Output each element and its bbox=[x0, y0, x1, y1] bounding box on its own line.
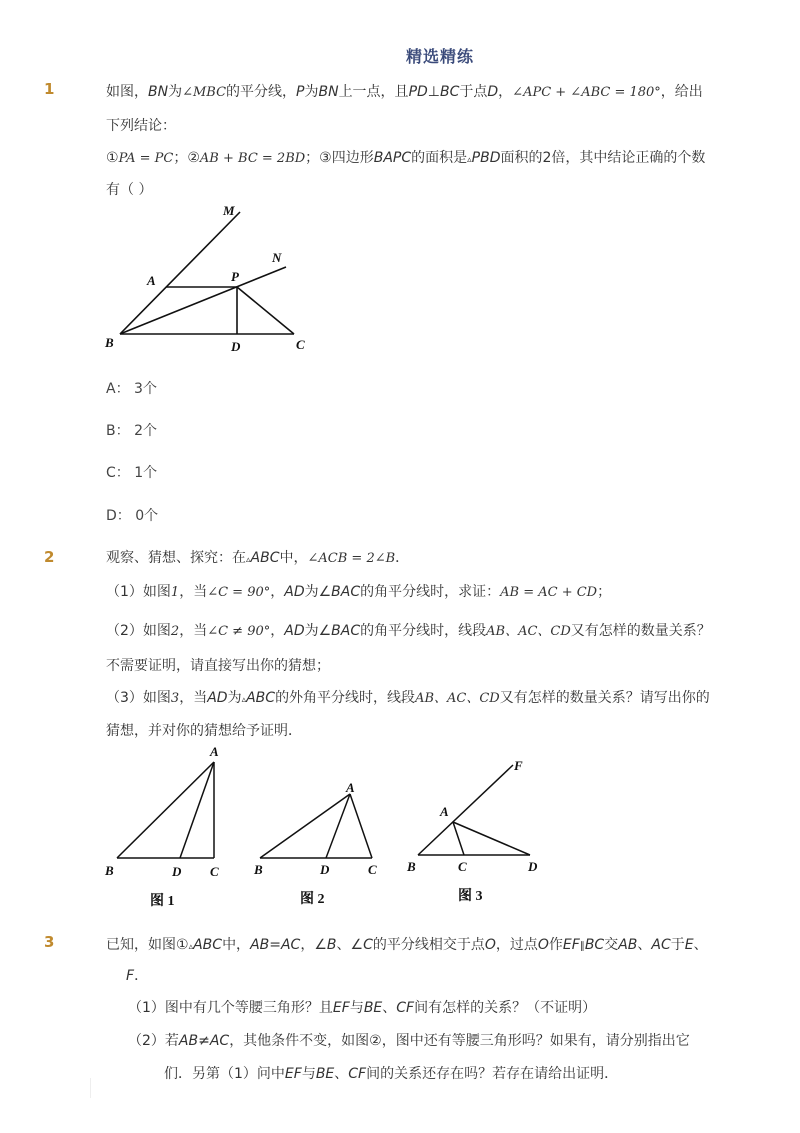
fig3-label-b: B bbox=[407, 859, 416, 874]
fig3-label-d: D bbox=[528, 859, 538, 874]
option-a[interactable]: A： 3个 bbox=[106, 381, 157, 397]
option-b[interactable]: B： 2个 bbox=[106, 423, 157, 439]
fig3-label-c: C bbox=[458, 859, 467, 874]
q3-line-5: 们．另第（1）问中EF与BE、CF间的关系还存在吗？若存在请给出证明． bbox=[164, 1066, 619, 1082]
fig1-caption: 图 1 bbox=[150, 894, 175, 909]
option-c[interactable]: C： 1个 bbox=[106, 465, 158, 481]
label-m: M bbox=[223, 203, 235, 218]
q1-line-3: ①PA = PC；②AB + BC = 2BD；③四边形BAPC的面积是▵PBD面积的2倍，其中结论正确的个数 bbox=[106, 150, 706, 166]
label-a: A bbox=[147, 273, 156, 288]
q2-line-6: 猜想，并对你的猜想给予证明． bbox=[106, 723, 302, 739]
page-title: 精选精练 bbox=[405, 47, 474, 66]
label-p: P bbox=[231, 269, 239, 284]
fig3-label-a: A bbox=[440, 804, 449, 819]
segment-pc bbox=[237, 287, 294, 334]
question-number-2: 2 bbox=[44, 548, 55, 566]
option-d[interactable]: D： 0个 bbox=[106, 508, 159, 524]
fig1-label-b: B bbox=[105, 863, 114, 878]
q2-figures bbox=[100, 740, 560, 915]
q2-line-2: （1）如图1，当∠C = 90°，AD为∠BAC的角平分线时，求证：AB = AC + CD； bbox=[106, 584, 612, 600]
fig2-label-d: D bbox=[320, 862, 330, 877]
q2-line-3: （2）如图2，当∠C ≠ 90°，AD为∠BAC的角平分线时，线段AB、AC、CD又有怎样的数量关系？ bbox=[106, 623, 711, 639]
q3-line-1: 已知，如图①▵ABC中，AB=AC，∠B、∠C的平分线相交于点O，过点O作EF∥BC交AB、AC于E、 bbox=[106, 937, 708, 953]
fig3-label-f: F bbox=[514, 758, 523, 773]
fig1-ab bbox=[117, 762, 214, 858]
q3-line-3: （1）图中有几个等腰三角形？且EF与BE、CF间有怎样的关系？（不证明） bbox=[128, 1000, 597, 1016]
fig2-label-b: B bbox=[254, 862, 263, 877]
fig1-ad bbox=[180, 762, 214, 858]
fig2-ad bbox=[326, 794, 350, 858]
q2-line-1: 观察、猜想、探究：在▵ABC中，∠ACB = 2∠B． bbox=[106, 550, 410, 566]
q2-line-5: （3）如图3，当AD为▵ABC的外角平分线时，线段AB、AC、CD又有怎样的数量关系？请写出你的 bbox=[106, 690, 710, 706]
ray-bn bbox=[120, 267, 286, 334]
fig2-ac bbox=[350, 794, 372, 858]
fig3-caption: 图 3 bbox=[458, 889, 483, 904]
fig2-ab bbox=[260, 794, 350, 858]
fig1-label-d: D bbox=[172, 864, 182, 879]
fig3-ac bbox=[453, 822, 464, 855]
label-d: D bbox=[231, 339, 241, 354]
fig1-label-a: A bbox=[210, 744, 219, 759]
fig2-label-a: A bbox=[346, 780, 355, 795]
q3-line-2: F． bbox=[126, 968, 149, 984]
label-n: N bbox=[272, 250, 282, 265]
q3-line-4: （2）若AB≠AC，其他条件不变，如图②，图中还有等腰三角形吗？如果有，请分别指出它 bbox=[128, 1033, 690, 1049]
q1-line-4: 有（ ） bbox=[106, 182, 153, 198]
q1-figure bbox=[100, 200, 320, 360]
q1-line-2: 下列结论： bbox=[106, 118, 176, 134]
left-margin-rule bbox=[90, 1078, 91, 1098]
fig1-label-c: C bbox=[210, 864, 219, 879]
label-c: C bbox=[296, 337, 305, 352]
fig2-label-c: C bbox=[368, 862, 377, 877]
label-b: B bbox=[105, 335, 114, 350]
q1-line-1: 如图，BN为∠MBC的平分线，P为BN上一点，且PD⊥BC于点D，∠APC + ∠ABC = 180°，给出 bbox=[106, 84, 703, 100]
question-number-3: 3 bbox=[44, 933, 55, 951]
fig2-caption: 图 2 bbox=[300, 892, 325, 907]
fig3-ad bbox=[453, 822, 530, 855]
question-number-1: 1 bbox=[44, 80, 55, 98]
q2-line-4: 不需要证明，请直接写出你的猜想； bbox=[106, 658, 330, 674]
ray-bm bbox=[120, 212, 240, 334]
